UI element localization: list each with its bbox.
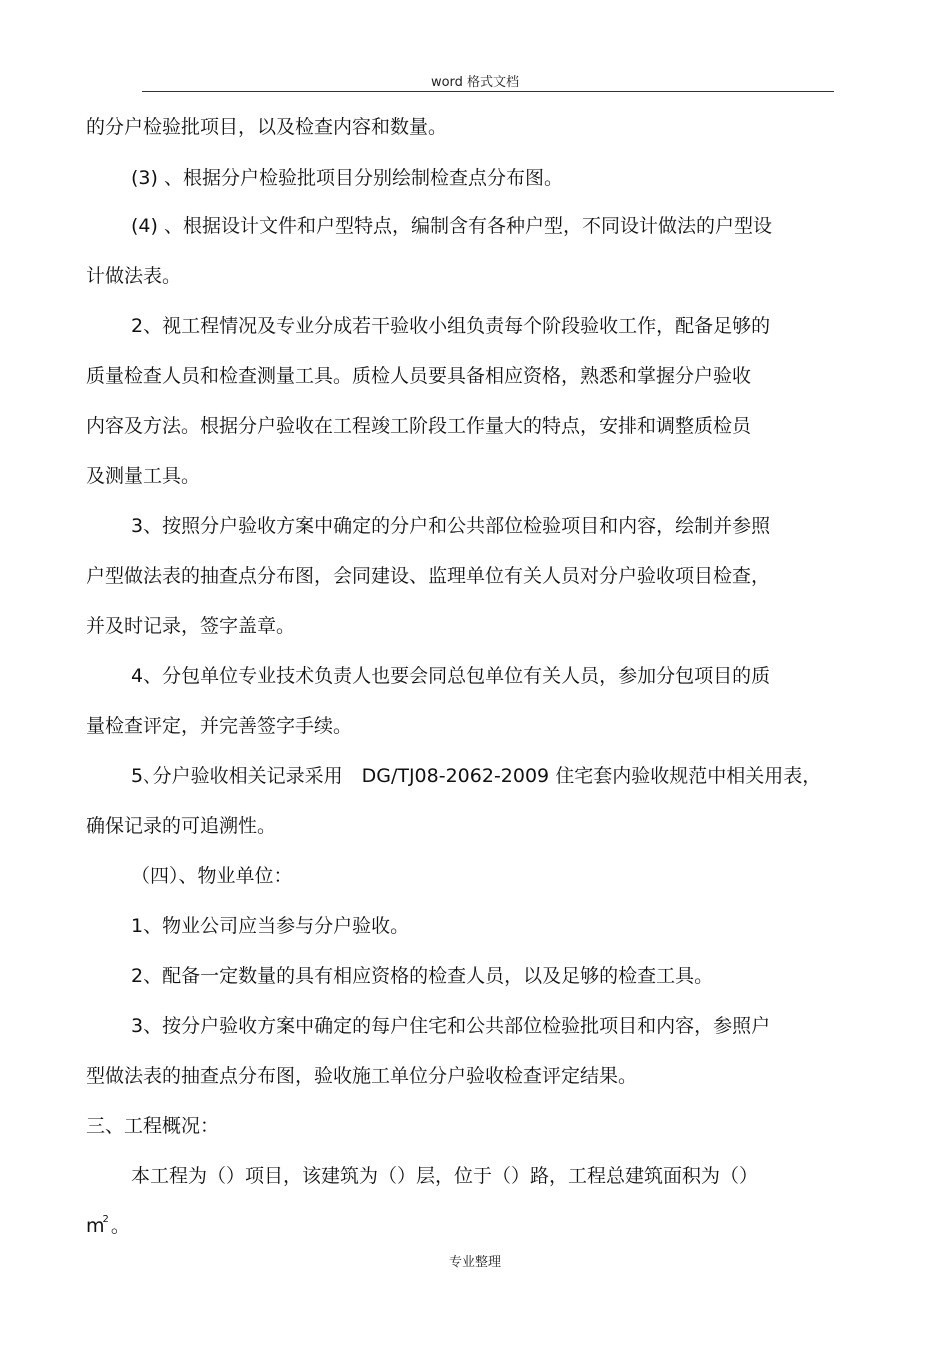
text-line: 本工程为（）项目，该建筑为（）层，位于（）路，工程总建筑面积为（） <box>131 1165 759 1187</box>
text-line: 及测量工具。 <box>86 465 201 487</box>
area-unit: m <box>86 1215 105 1237</box>
text-line: 计做法表。 <box>86 265 182 287</box>
text-line: 户型做法表的抽查点分布图，会同建设、监理单位有关人员对分户验收项目检查， <box>86 565 771 587</box>
text-line: 的分户检验批项目，以及检查内容和数量。 <box>86 116 448 138</box>
area-unit-line <box>86 1215 130 1241</box>
text-line: 3、按照分户验收方案中确定的分户和公共部位检验项目和内容，绘制并参照 <box>131 515 771 537</box>
text-line: 量检查评定，并完善签字手续。 <box>86 715 353 737</box>
text-line: (4) 、根据设计文件和户型特点，编制含有各种户型，不同设计做法的户型设 <box>131 215 772 237</box>
text-line: 4、分包单位专业技术负责人也要会同总包单位有关人员，参加分包项目的质 <box>131 665 771 687</box>
text-line: 确保记录的可追溯性。 <box>86 815 277 837</box>
page-header: word 格式文档 <box>430 75 520 90</box>
text-line: (3) 、根据分户检验批项目分别绘制检查点分布图。 <box>131 167 563 189</box>
section-heading: 三、工程概况： <box>86 1115 220 1137</box>
text-line: 5､分户验收相关记录采用 DG/TJ08-2062-2009 住宅套内验收规范中相关用表， <box>131 765 822 787</box>
text-line: 质量检查人员和检查测量工具。质检人员要具备相应资格，熟悉和掌握分户验收 <box>86 365 752 387</box>
text-line: 3、按分户验收方案中确定的每户住宅和公共部位检验批项目和内容，参照户 <box>131 1015 771 1037</box>
text-line: 并及时记录，签字盖章。 <box>86 615 296 637</box>
text-line: 型做法表的抽查点分布图，验收施工单位分户验收检查评定结果。 <box>86 1065 638 1087</box>
text-line: 内容及方法。根据分户验收在工程竣工阶段工作量大的特点，安排和调整质检员 <box>86 415 752 437</box>
section-heading: （四）、物业单位： <box>131 865 293 887</box>
period: 。 <box>110 1215 130 1237</box>
text-line: 2、配备一定数量的具有相应资格的检查人员，以及足够的检查工具。 <box>131 965 714 987</box>
text-line: 1、物业公司应当参与分户验收。 <box>131 915 410 937</box>
header-rule <box>142 91 834 92</box>
text-line: 2、视工程情况及专业分成若干验收小组负责每个阶段验收工作，配备足够的 <box>131 315 771 337</box>
page-footer: 专业整理 <box>448 1255 501 1270</box>
area-unit-superscript: 2 <box>102 1214 109 1225</box>
